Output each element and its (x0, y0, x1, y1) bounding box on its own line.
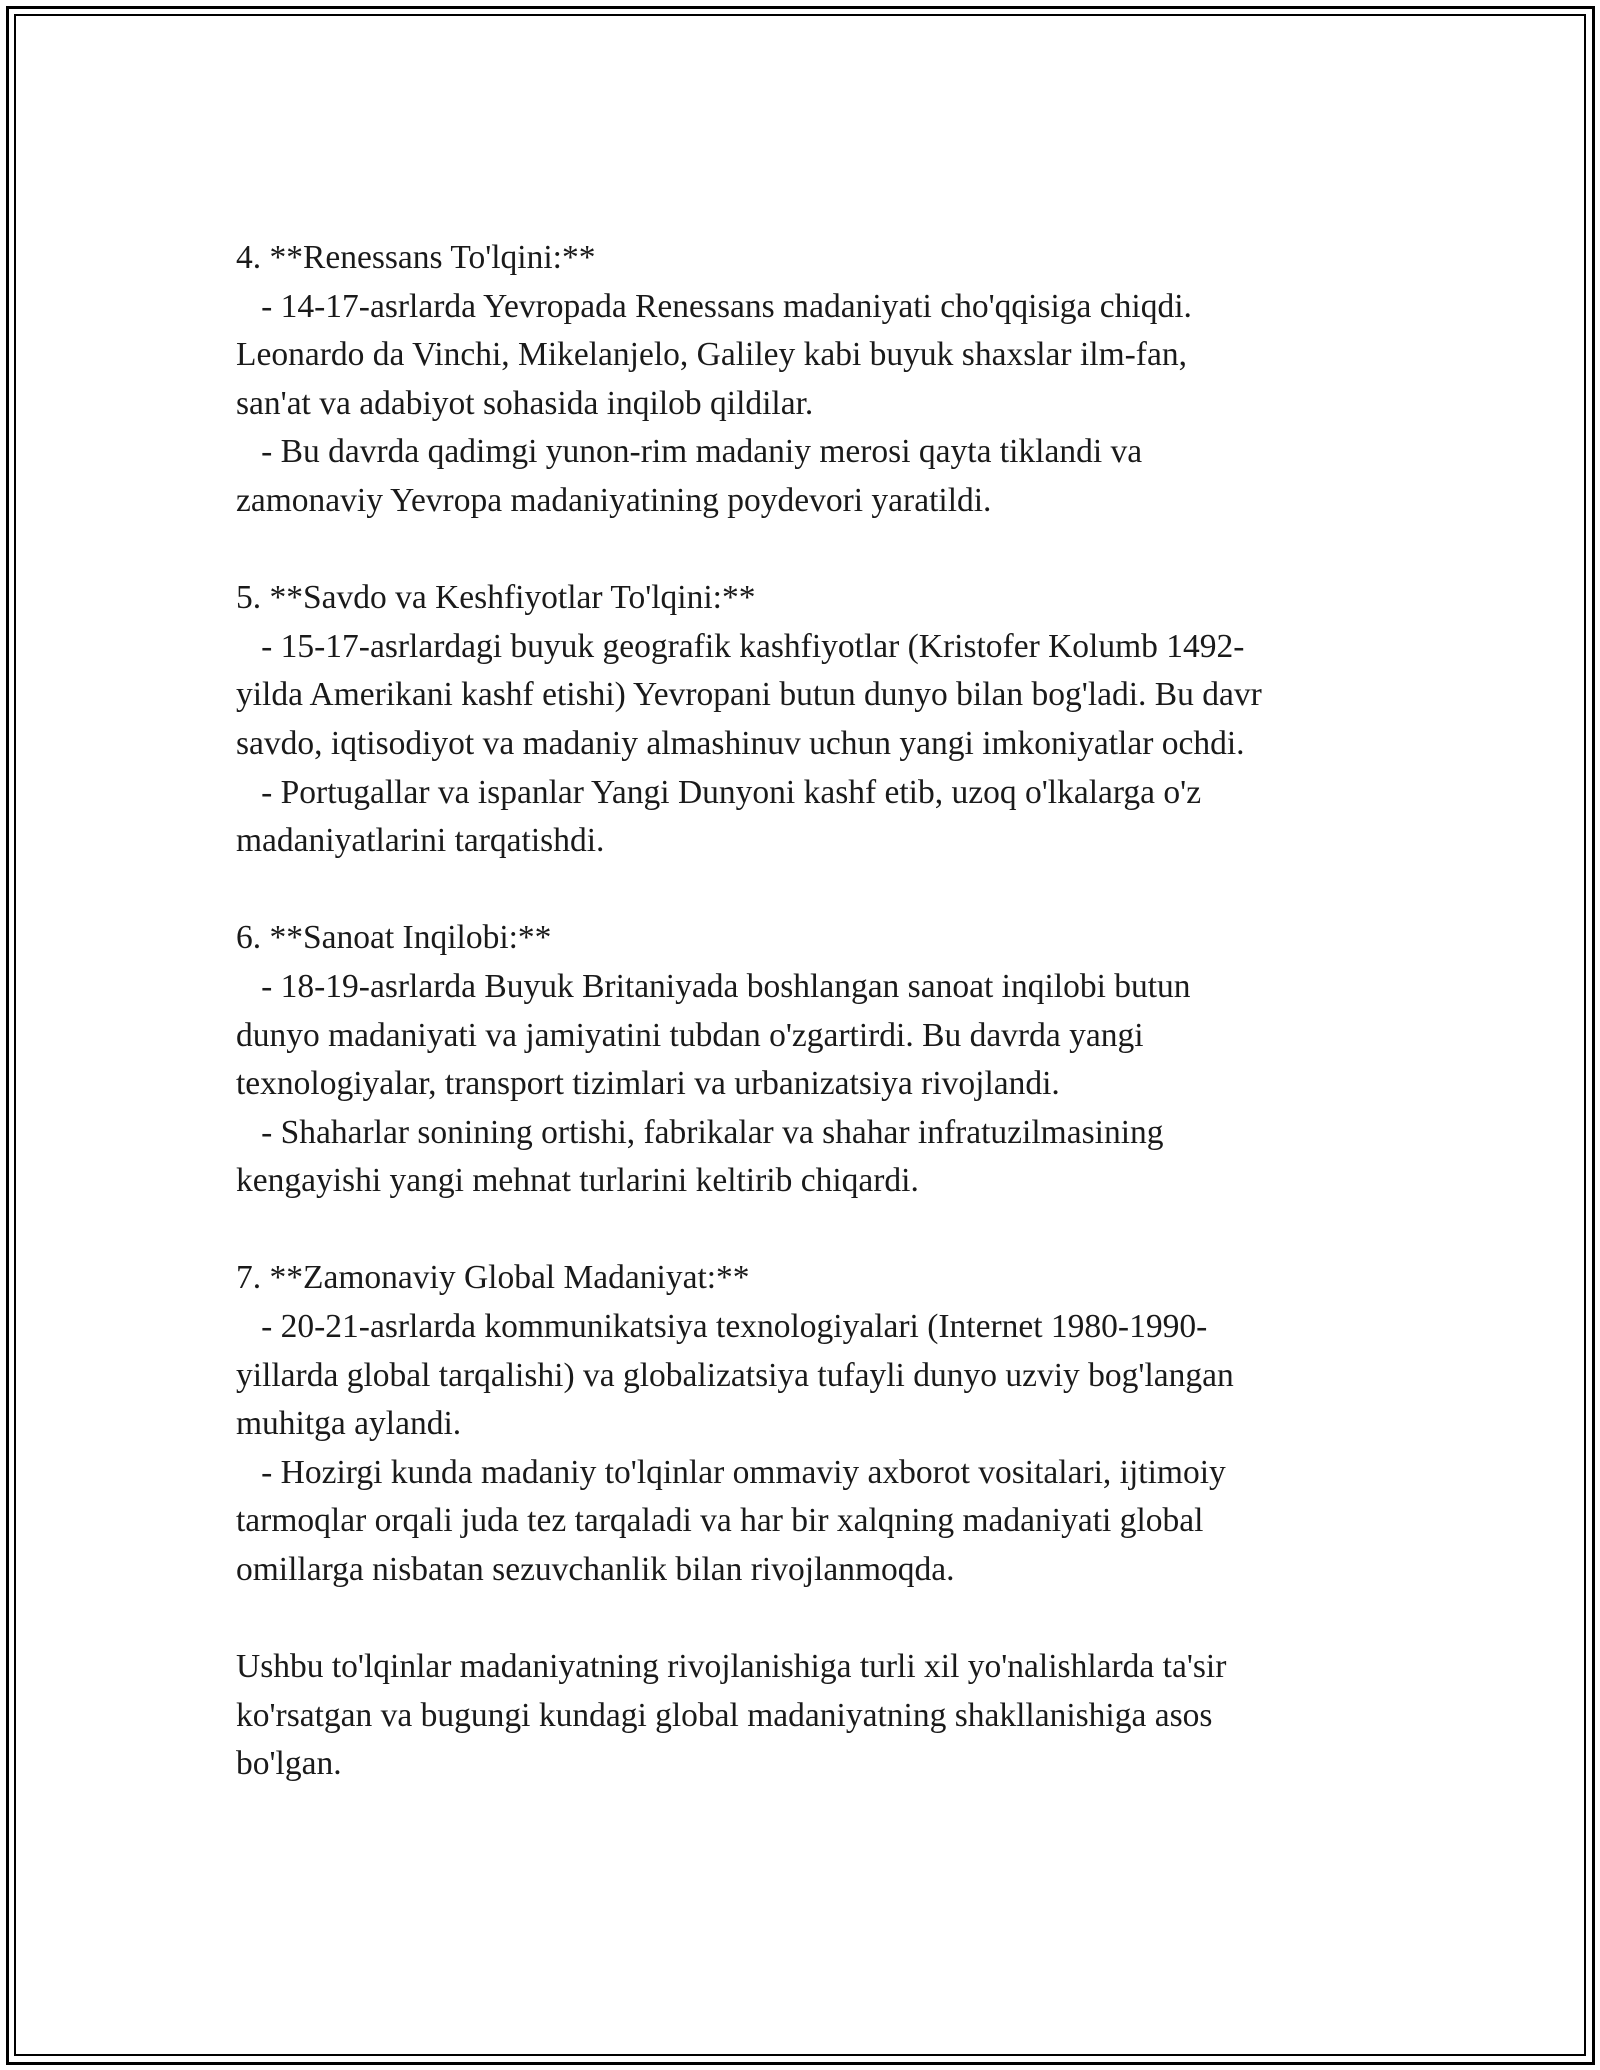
section-global-culture (236, 1254, 1416, 1594)
paragraph-gap (236, 866, 1416, 915)
section-heading: 4. **Renessans To'lqini:** (236, 239, 596, 276)
text-line: - Bu davrda qadimgi yunon-rim madaniy merosi qayta tiklandi va (236, 433, 1143, 471)
document-body (236, 234, 1416, 1789)
text-line: - Portugallar va ispanlar Yangi Dunyoni kashf etib, uzoq o'lkalarga o'z (236, 773, 1202, 811)
text-line: omillarga nisbatan sezuvchanlik bilan rivojlanmoqda. (236, 1551, 955, 1589)
text-line: yillarda global tarqalishi) va globalizatsiya tufayli dunyo uzviy bog'langan (236, 1356, 1234, 1394)
text-line: yilda Amerikani kashf etishi) Yevropani butun dunyo bilan bog'ladi. Bu davr (236, 676, 1262, 714)
text-line: dunyo madaniyati va jamiyatini tubdan o'zgartirdi. Bu davrda yangi (236, 1016, 1144, 1054)
text-line: Leonardo da Vinchi, Mikelanjelo, Galiley kabi buyuk shaxslar ilm-fan, (236, 336, 1187, 374)
section-renaissance (236, 234, 1416, 526)
section-heading: 7. **Zamonaviy Global Madaniyat:** (236, 1259, 750, 1297)
text-line: muhitga aylandi. (236, 1405, 462, 1443)
text-line: texnologiyalar, transport tizimlari va urbanizatsiya rivojlandi. (236, 1065, 1060, 1103)
text-line: - 15-17-asrlardagi buyuk geografik kashfiyotlar (Kristofer Kolumb 1492- (236, 627, 1245, 665)
text-line: - 18-19-asrlarda Buyuk Britaniyada boshlangan sanoat inqilobi butun (236, 967, 1191, 1005)
paragraph-gap (236, 1206, 1416, 1255)
paragraph-gap (236, 526, 1416, 575)
text-line: - 14-17-asrlarda Yevropada Renessans madaniyati cho'qqisiga chiqdi. (236, 287, 1192, 325)
text-line: kengayishi yangi mehnat turlarini keltirib chiqardi. (236, 1162, 919, 1200)
section-trade-discoveries (236, 574, 1416, 866)
text-line: zamonaviy Yevropa madaniyatining poydevori yaratildi. (236, 481, 992, 519)
text-line: tarmoqlar orqali juda tez tarqaladi va har bir xalqning madaniyati global (236, 1502, 1204, 1540)
section-heading: 5. **Savdo va Keshfiyotlar To'lqini:** (236, 579, 756, 617)
text-line: savdo, iqtisodiyot va madaniy almashinuv uchun yangi imkoniyatlar ochdi. (236, 724, 1245, 762)
conclusion-paragraph (236, 1643, 1416, 1789)
text-line: Ushbu to'lqinlar madaniyatning rivojlanishiga turli xil yo'nalishlarda ta'sir (236, 1648, 1227, 1686)
section-heading: 6. **Sanoat Inqilobi:** (236, 919, 552, 957)
text-line: - 20-21-asrlarda kommunikatsiya texnologiyalari (Internet 1980-1990- (236, 1308, 1208, 1346)
text-line: madaniyatlarini tarqatishdi. (236, 822, 605, 860)
section-industrial-revolution (236, 914, 1416, 1206)
text-line: san'at va adabiyot sohasida inqilob qildilar. (236, 384, 814, 422)
text-line: - Shaharlar sonining ortishi, fabrikalar va shahar infratuzilmasining (236, 1113, 1164, 1151)
text-line: - Hozirgi kunda madaniy to'lqinlar ommaviy axborot vositalari, ijtimoiy (236, 1453, 1226, 1491)
paragraph-gap (236, 1595, 1416, 1644)
text-line: ko'rsatgan va bugungi kundagi global madaniyatning shakllanishiga asos (236, 1696, 1213, 1734)
text-line: bo'lgan. (236, 1745, 342, 1783)
